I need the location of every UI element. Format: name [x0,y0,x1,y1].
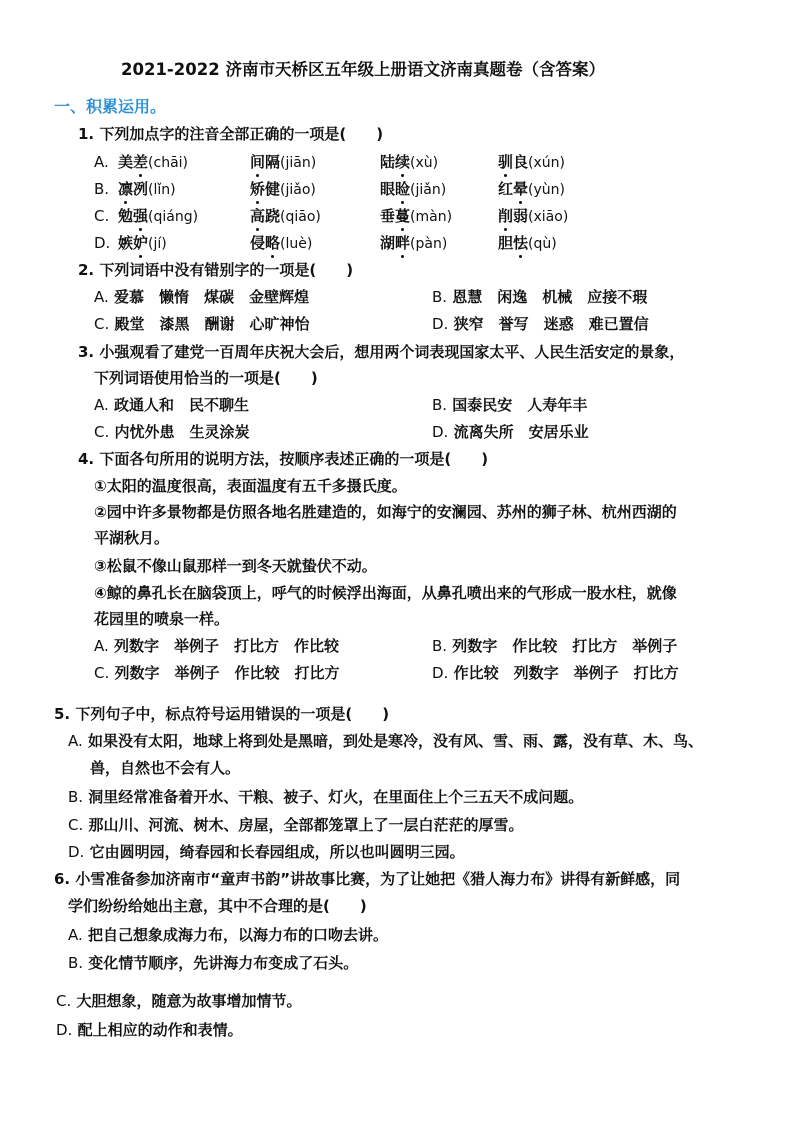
pinyin: (xiāo) [528,209,569,225]
word-part: 眼 [380,180,396,198]
dotted-character: 略 [265,234,281,252]
option-text: 如果没有太阳，地球上将到处是黑暗，到处是寒冷，没有风、雪、雨、露，没有草、木、鸟、 [88,732,704,750]
word-part: 侵 [250,234,266,252]
dotted-character: 睑 [395,180,411,198]
question-1-word [118,152,188,173]
pinyin: (jiǎo) [280,182,316,198]
option-text: 它由圆明园，绮春园和长春园组成，所以也叫圆明三园。 [89,843,465,861]
word-part: 胆 [498,234,514,252]
pinyin: (luè) [280,236,313,252]
option-letter: A. [94,288,109,306]
question-3-option-c[interactable] [94,422,250,442]
dotted-character: 晕 [513,180,529,198]
option-text: 国泰民安 人寿年丰 [452,396,588,414]
option-text: 内忧外患 生灵涂炭 [114,423,250,441]
pinyin: (jiǎn) [410,182,447,198]
pinyin: (jí) [148,236,167,252]
question-3-option-b[interactable] [432,395,587,415]
dotted-character: 妒 [133,234,149,252]
question-6-option-c[interactable] [56,991,302,1011]
question-6-stem-cont: 学们纷纷给她出主意，其中不合理的是( ) [68,897,367,915]
dotted-character: 驯 [498,153,514,171]
option-text: 配上相应的动作和表情。 [77,1021,243,1039]
word-part: 健 [265,180,281,198]
question-1-word [250,206,321,227]
word-part: 陆 [380,153,396,171]
question-5-option-b[interactable] [68,787,583,807]
option-text: 把自己想象成海力布，以海力布的口吻去讲。 [88,926,389,944]
question-6-option-a[interactable] [68,925,388,945]
word-part: 嫉 [118,234,134,252]
option-text: 列数字 举例子 作比较 打比方 [114,664,340,682]
question-6-option-d[interactable] [56,1020,243,1040]
question-4-sentence-3: ③松鼠不像山鼠那样一到冬天就蛰伏不动。 [94,557,377,575]
dotted-character: 续 [395,153,411,171]
question-1-option-letter[interactable]: C. [94,207,110,225]
option-letter: B. [68,954,84,972]
option-text: 洞里经常准备着开水、干粮、被子、灯火，在里面住上个三五天不成问题。 [88,788,584,806]
option-text: 流离失所 安居乐业 [453,423,589,441]
question-4-sentence-2-cont: 平湖秋月。 [94,529,170,547]
word-part: 红 [498,180,514,198]
question-1-word [498,206,568,227]
question-6-stem: 6. 小雪准备参加济南市“童声书韵”讲故事比赛，为了让她把《猎人海力布》讲得有新鲜感，同 [54,870,681,888]
pinyin: (màn) [410,209,453,225]
option-letter: B. [432,288,448,306]
question-1-word [118,179,176,200]
question-1-word [250,179,316,200]
dotted-character: 蔓 [395,207,411,225]
pinyin: (jiān) [280,155,317,171]
word-part: 跷 [265,207,281,225]
option-letter: A. [68,732,83,750]
pinyin: (yùn) [528,182,565,198]
word-part: 勉 [118,207,134,225]
option-letter: D. [56,1021,73,1039]
option-letter: C. [94,664,110,682]
dotted-character: 差 [133,153,149,171]
question-6-option-b[interactable] [68,953,358,973]
word-part: 美 [118,153,134,171]
option-text: 大胆想象，随意为故事增加情节。 [76,992,302,1010]
question-4-option-d[interactable] [432,663,679,683]
question-1-word [498,179,565,200]
option-text: 恩慧 闲逸 机械 应接不瑕 [452,288,648,306]
option-letter: D. [68,843,85,861]
dotted-character: 削 [498,207,514,225]
question-3-stem-cont: 下列词语使用恰当的一项是( ) [94,369,318,387]
question-1-word [498,233,557,254]
option-text: 爱慕 懒惰 煤碳 金壁辉煌 [114,288,310,306]
option-text: 列数字 作比较 打比方 举例子 [452,637,678,655]
question-1-option-letter[interactable]: D. [94,234,111,252]
word-part: 良 [513,153,529,171]
question-5-stem: 5. 下列句子中，标点符号运用错误的一项是( ) [54,705,390,723]
option-text: 政通人和 民不聊生 [114,396,250,414]
dotted-character: 凛 [118,180,134,198]
question-5-option-d[interactable] [68,842,465,862]
question-1-stem: 1. 下列加点字的注音全部正确的一项是( ) [78,125,384,143]
question-1-word [380,152,438,173]
section-heading: 一、积累运用。 [54,97,167,116]
question-3-stem: 3. 小强观看了建党一百周年庆祝大会后，想用两个词表现国家太平、人民生活安定的景象， [78,343,685,361]
dotted-character: 强 [133,207,149,225]
option-letter: B. [68,788,84,806]
option-letter: C. [94,315,110,333]
question-2-option-b[interactable] [432,287,647,307]
option-letter: C. [94,423,110,441]
question-2-option-d[interactable] [432,314,649,334]
pinyin: (qiāo) [280,209,321,225]
question-1-word [118,233,167,254]
question-4-sentence-2: ②园中许多景物都是仿照各地名胜建造的，如海宁的安澜园、苏州的狮子林、杭州西湖的 [94,503,677,521]
option-text: 变化情节顺序，先讲海力布变成了石头。 [88,954,359,972]
question-4-stem: 4. 下面各句所用的说明方法，按顺序表述正确的一项是( ) [78,450,489,468]
word-part: 弱 [513,207,529,225]
pinyin: (lǐn) [148,182,176,198]
dotted-character: 怯 [513,234,529,252]
option-text: 殿堂 漆黑 酬谢 心旷神怡 [114,315,310,333]
question-4-sentence-4: ④鲸的鼻孔长在脑袋顶上，呼气的时候浮出海面，从鼻孔喷出来的气形成一股水柱，就像 [94,584,677,602]
option-text: 作比较 列数字 举例子 打比方 [453,664,679,682]
option-text: 狭窄 誉写 迷惑 难已置信 [453,315,649,333]
question-2-stem: 2. 下列词语中没有错别字的一项是( ) [78,261,354,279]
question-1-word [250,233,312,254]
question-2-option-c[interactable] [94,314,310,334]
page-title: 2021-2022 济南市天桥区五年级上册语文济南真题卷（含答案） [121,60,605,79]
word-part: 湖 [380,234,396,252]
question-1-word [380,179,446,200]
option-letter: A. [94,396,109,414]
pinyin: (pàn) [410,236,448,252]
option-letter: D. [432,423,449,441]
question-1-word [498,152,565,173]
question-5-option-a-cont: 兽，自然也不会有人。 [90,759,241,777]
dotted-character: 矫 [250,180,266,198]
question-4-sentence-1: ①太阳的温度很高，表面温度有五千多摄氏度。 [94,477,407,495]
option-letter: B. [432,396,448,414]
question-1-word [250,152,316,173]
option-letter: A. [68,926,83,944]
option-letter: C. [56,992,72,1010]
question-5-option-c[interactable] [68,815,524,835]
pinyin: (xún) [528,155,565,171]
question-4-option-a[interactable] [94,636,339,656]
question-4-option-b[interactable] [432,636,677,656]
option-letter: D. [432,315,449,333]
pinyin: (xù) [410,155,439,171]
word-part: 隔 [265,153,281,171]
question-3-option-d[interactable] [432,422,589,442]
question-1-option-letter[interactable]: A. [94,153,109,171]
question-4-option-c[interactable] [94,663,340,683]
word-part: 垂 [380,207,396,225]
question-5-option-a[interactable] [68,731,703,751]
pinyin: (qù) [528,236,557,252]
dotted-character: 畔 [395,234,411,252]
pinyin: (chāi) [148,155,188,171]
option-letter: B. [432,637,448,655]
question-3-option-a[interactable] [94,395,249,415]
option-text: 列数字 举例子 打比方 作比较 [114,637,340,655]
dotted-character: 高 [250,207,266,225]
option-letter: A. [94,637,109,655]
question-1-word [118,206,198,227]
question-1-option-letter[interactable]: B. [94,180,110,198]
dotted-character: 间 [250,153,266,171]
question-1-word [380,206,452,227]
question-4-sentence-4-cont: 花园里的喷泉一样。 [94,610,230,628]
question-1-word [380,233,447,254]
option-letter: C. [68,816,84,834]
question-2-option-a[interactable] [94,287,309,307]
option-letter: D. [432,664,449,682]
option-text: 那山川、河流、树木、房屋，全部都笼罩上了一层白茫茫的厚雪。 [88,816,524,834]
word-part: 冽 [133,180,149,198]
pinyin: (qiáng) [148,209,199,225]
